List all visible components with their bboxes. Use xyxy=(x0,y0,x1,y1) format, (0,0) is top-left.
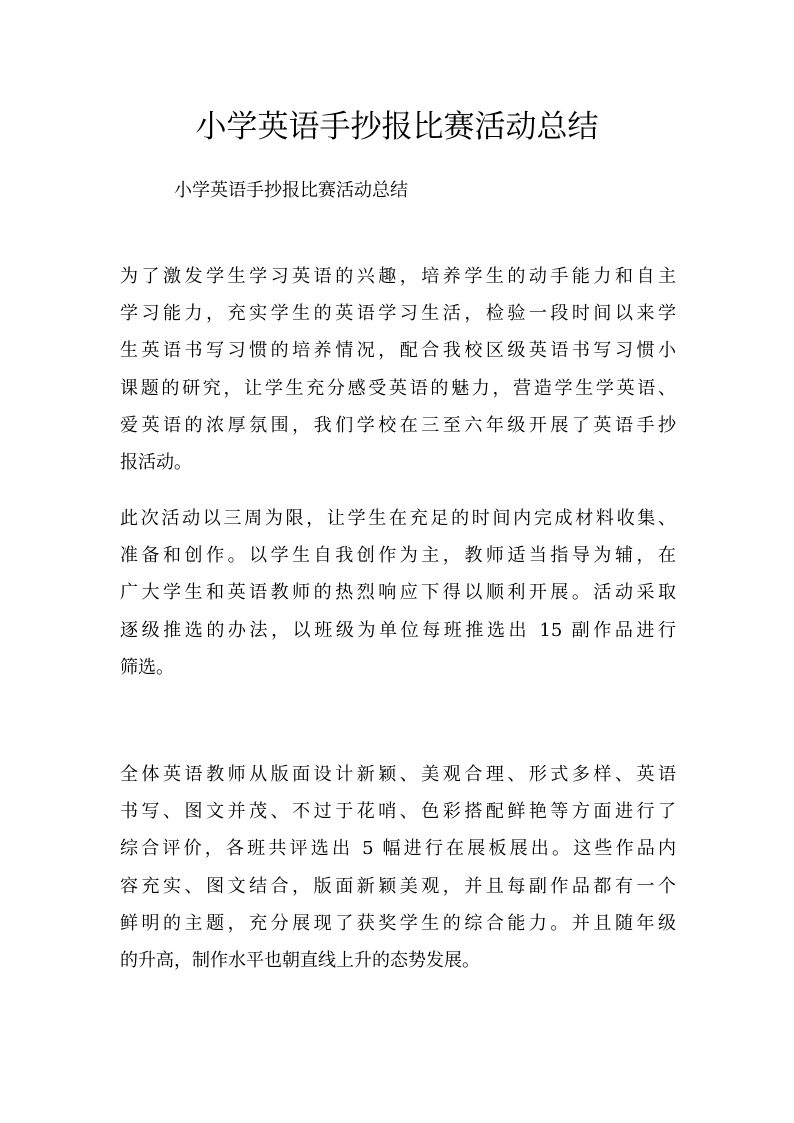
paragraph-line: 准备和创作。以学生自我创作为主，教师适当指导为辅，在 xyxy=(120,545,676,567)
paragraph-line: 综合评价，各班共评选出 5 幅进行在展板展出。这些作品内 xyxy=(120,838,676,860)
paragraph-line: 容充实、图文结合，版面新颖美观，并且每副作品都有一个 xyxy=(120,875,676,897)
paragraph-line: 广大学生和英语教师的热烈响应下得以顺利开展。活动采取 xyxy=(120,582,676,604)
paragraph-line: 全体英语教师从版面设计新颖、美观合理、形式多样、英语 xyxy=(120,764,676,785)
paragraph-line: 此次活动以三周为限，让学生在充足的时间内完成材料收集、 xyxy=(120,508,676,529)
paragraph-line: 为了激发学生学习英语的兴趣，培养学生的动手能力和自主 xyxy=(120,266,676,287)
paragraph-line: 生英语书写习惯的培养情况，配合我校区级英语书写习惯小 xyxy=(120,340,676,362)
paragraph-line: 爱英语的浓厚氛围，我们学校在三至六年级开展了英语手抄 xyxy=(120,414,676,436)
document-title: 小学英语手抄报比赛活动总结 xyxy=(195,109,599,145)
paragraph-1 xyxy=(120,258,676,481)
document-subtitle: 小学英语手抄报比赛活动总结 xyxy=(174,180,408,201)
paragraph-line: 课题的研究，让学生充分感受英语的魅力，营造学生学英语、 xyxy=(120,377,676,399)
paragraph-2 xyxy=(120,500,676,686)
paragraph-line: 逐级推选的办法，以班级为单位每班推选出 15 副作品进行 xyxy=(120,619,676,641)
paragraph-line: 学习能力，充实学生的英语学习生活，检验一段时间以来学 xyxy=(120,303,676,325)
paragraph-3 xyxy=(120,756,676,979)
paragraph-line: 的升高，制作水平也朝直线上升的态势发展。 xyxy=(120,949,480,971)
paragraph-line: 筛选。 xyxy=(120,656,174,678)
paragraph-line: 鲜明的主题，充分展现了获奖学生的综合能力。并且随年级 xyxy=(120,912,676,934)
paragraph-line: 书写、图文并茂、不过于花哨、色彩搭配鲜艳等方面进行了 xyxy=(120,801,676,823)
paragraph-line: 报活动。 xyxy=(120,451,192,473)
